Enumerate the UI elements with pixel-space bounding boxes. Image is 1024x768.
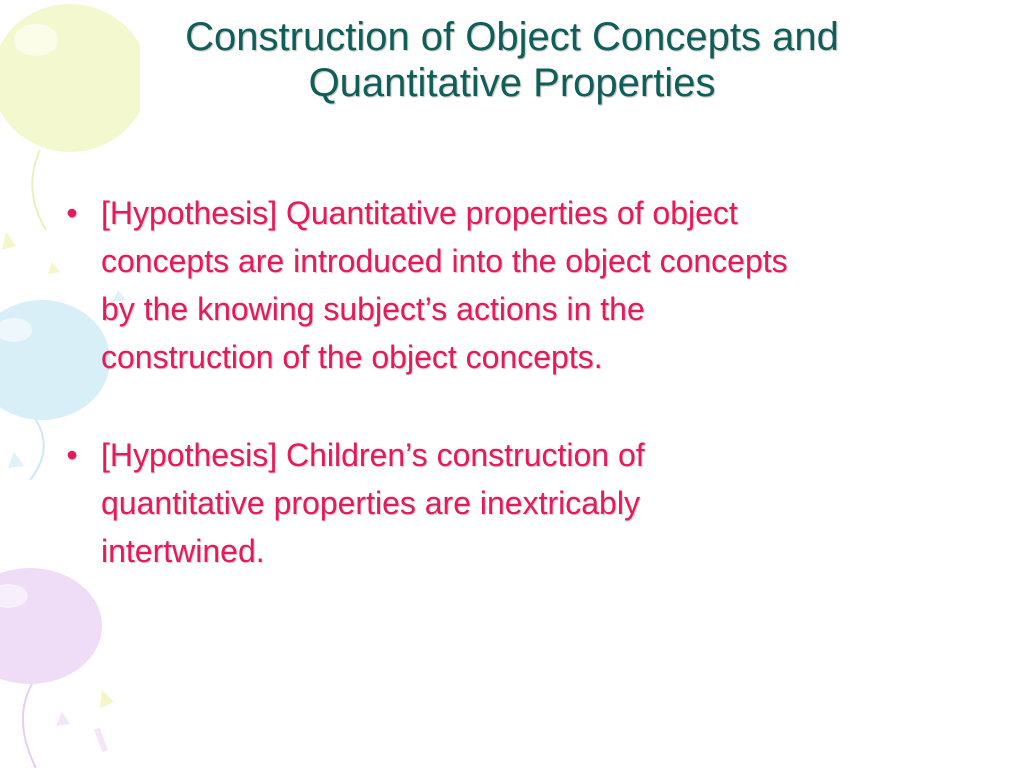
bullet-item xyxy=(60,189,980,381)
bullet-text: [Hypothesis] Quantitative properties of object concepts are introduced into the object concepts by the knowing subject’s actions in the construction of the object concepts. xyxy=(101,195,788,375)
purple-balloon-icon xyxy=(0,568,102,768)
slide-title-line-1: Construction of Object Concepts and xyxy=(185,15,839,59)
bullet-list xyxy=(60,189,980,575)
bullet-text: [Hypothesis] Children’s construction of quantitative properties are inextricably intertwined. xyxy=(101,437,645,569)
bullet-item xyxy=(60,431,980,575)
slide-title-line-2: Quantitative Properties xyxy=(308,61,716,105)
bullet-glyph: • xyxy=(66,195,78,231)
slide-title xyxy=(120,14,904,106)
bullet-glyph: • xyxy=(66,437,78,473)
